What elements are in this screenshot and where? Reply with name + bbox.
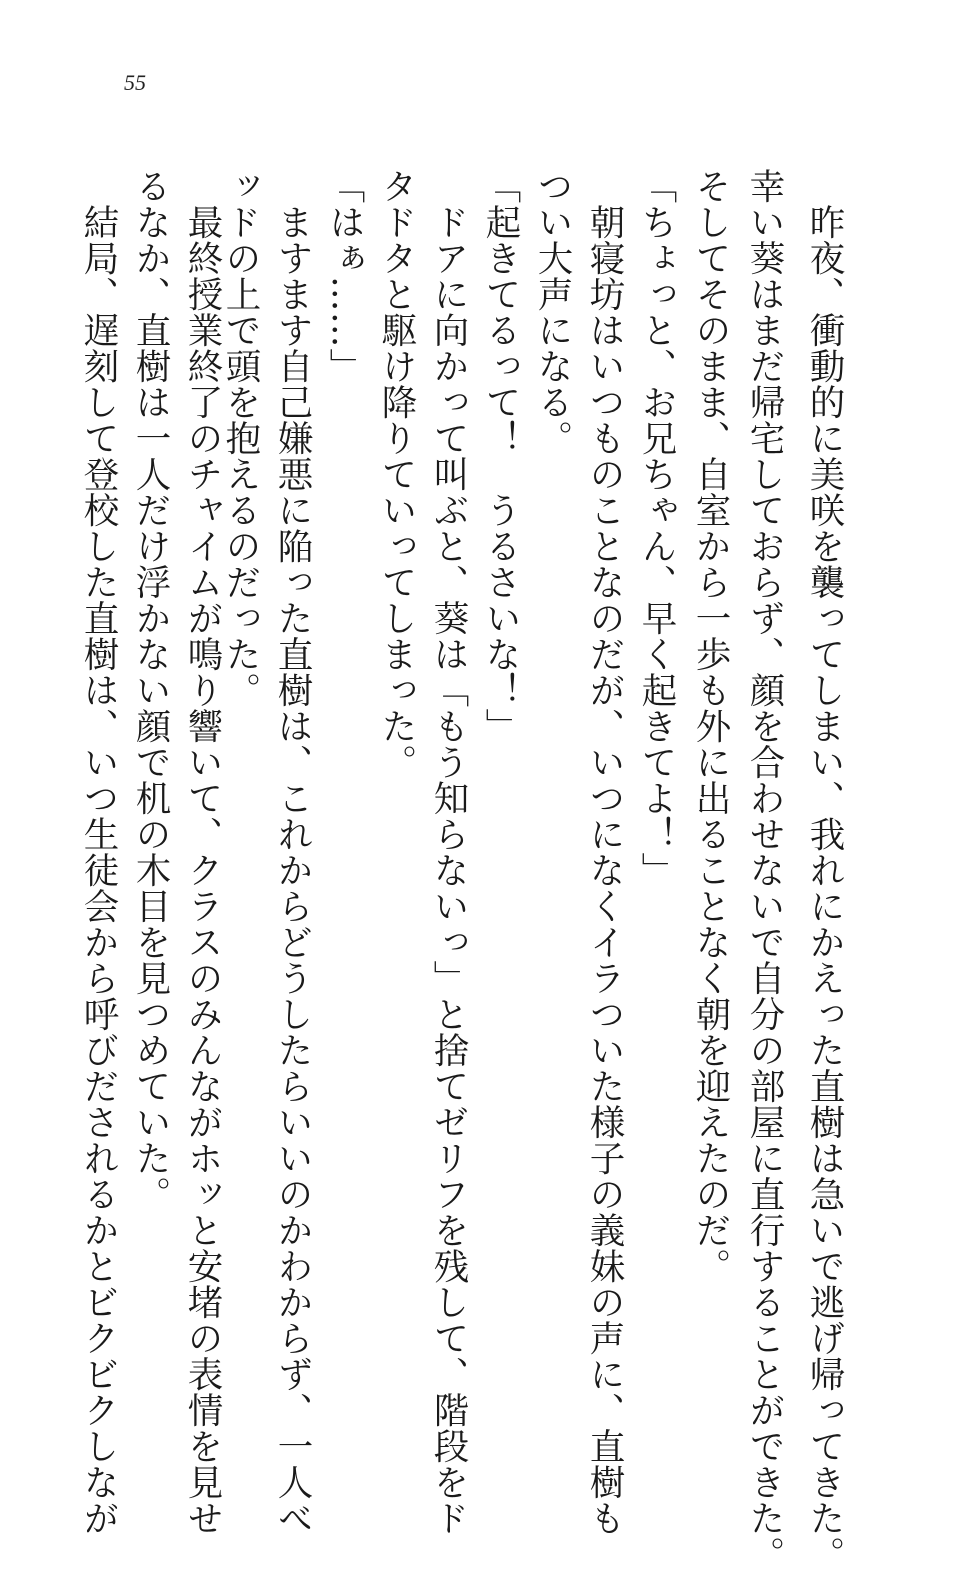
text-column-10: 「はぁ……」 xyxy=(324,168,365,384)
text-column-12: ッドの上で頭を抱えるのだった。 xyxy=(220,168,261,708)
text-column-9: タドタと駆け降りていってしまった。 xyxy=(376,168,417,780)
text-column-5: 朝寝坊はいつものことなのだが、いつになくイラついた様子の義妹の声に、直樹も xyxy=(584,168,625,1536)
text-column-4: 「ちょっと、お兄ちゃん、早く起きてよ！」 xyxy=(636,168,677,888)
text-column-8: ドアに向かって叫ぶと、葵は「もう知らないっ」と捨てゼリフを残して、階段をド xyxy=(428,168,469,1536)
text-column-7: 「起きてるって！ うるさいな！」 xyxy=(480,168,521,744)
text-column-3: そしてそのまま、自室から一歩も外に出ることなく朝を迎えたのだ。 xyxy=(690,168,731,1284)
text-column-11: ますます自己嫌悪に陥った直樹は、これからどうしたらいいのかわからず、一人べ xyxy=(272,168,313,1536)
text-column-16: 結局、遅刻して登校した直樹は、いつ生徒会から呼びだされるかとビクビクしなが xyxy=(78,168,119,1536)
text-column-14: 最終授業終了のチャイムが鳴り響いて、クラスのみんながホッと安堵の表情を見せ xyxy=(182,168,223,1536)
text-column-1: 昨夜、衝動的に美咲を襲ってしまい、我れにかえった直樹は急いで逃げ帰ってきた。 xyxy=(804,168,845,1572)
text-column-2: 幸い葵はまだ帰宅しておらず、顔を合わせないで自分の部屋に直行することができた。 xyxy=(744,168,785,1572)
page-number: 55 xyxy=(124,70,146,95)
text-column-6: つい大声になる。 xyxy=(532,168,573,456)
text-column-15: るなか、直樹は一人だけ浮かない顔で机の木目を見つめていた。 xyxy=(130,168,171,1212)
